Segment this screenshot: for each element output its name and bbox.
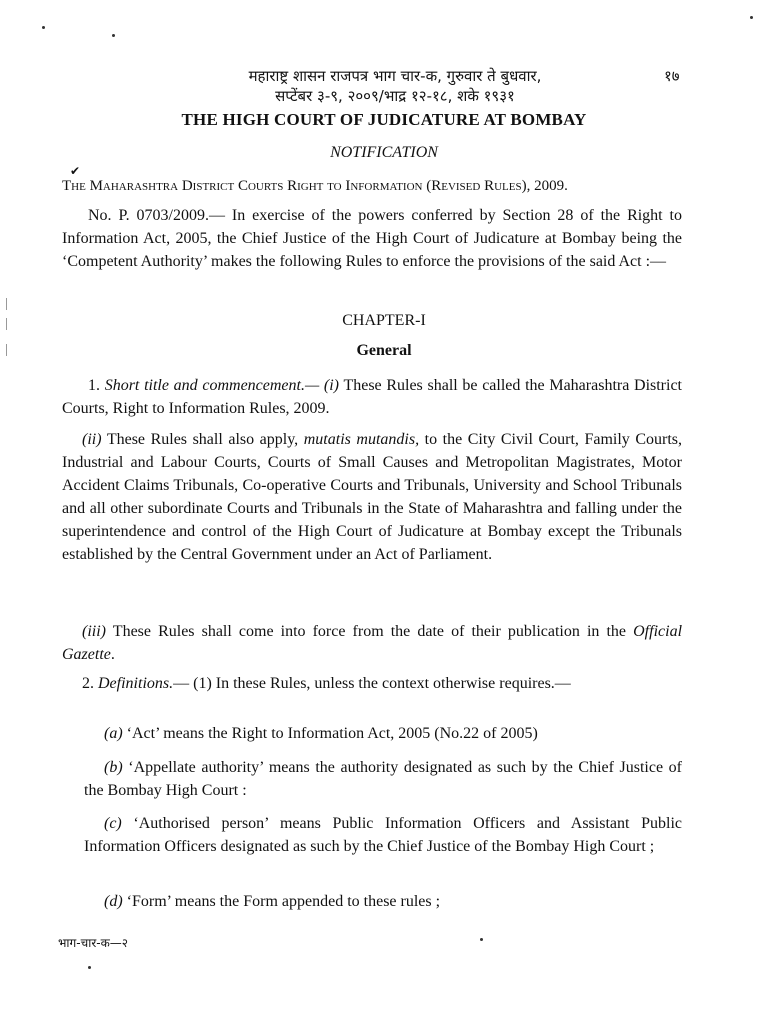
section-1-iii-text: These Rules shall come into force from the date of their publication in the (112, 623, 627, 640)
definition-text: ‘Appellate authority’ means the authority designated as such by the Chief Justice of the Bombay High Court : (84, 759, 682, 799)
scan-speck (112, 34, 115, 37)
section-1-ii-label: (ii) (82, 431, 102, 448)
section-1-ii-paragraph (62, 428, 682, 566)
scan-speck (42, 26, 45, 29)
notification-label: NOTIFICATION (330, 144, 438, 161)
section-1-ii-italic: mutatis mutandis, (303, 431, 420, 448)
definition-a (84, 722, 682, 745)
scan-speck (88, 966, 91, 969)
definition-label: (c) (104, 815, 122, 832)
scan-margin-mark (6, 318, 7, 330)
definition-label: (a) (104, 725, 123, 742)
section-2-number: 2. (82, 675, 94, 692)
section-1-iii-end: . (110, 646, 115, 663)
scan-speck (480, 938, 483, 941)
section-1-iii-label: (iii) (82, 623, 106, 640)
definition-text: ‘Form’ means the Form appended to these rules ; (126, 893, 441, 910)
definition-label: (b) (104, 759, 123, 776)
section-2-text: — (1) In these Rules, unless the context otherwise requires.— (173, 675, 571, 692)
definition-d (84, 890, 682, 913)
scan-margin-mark (6, 344, 7, 356)
pen-mark: ✔ (70, 164, 81, 178)
section-1-ii-text-b: to the City Civil Court, Family Courts, Industrial and Labour Courts, Courts of Small Causes and Metropolitan Magistrates, Motor Accident Claims Tribunals, Co-operative Courts and Tribunals, University and School Tribunals and all other subordinate Courts and Tribunals in the State of Maharashtra and falling under the superintendence and control of the High Court of Judicature at Bombay except the Tribunals established by the Central Government under an Act of Parliament. (62, 431, 682, 563)
preamble-paragraph: No. P. 0703/2009.— In exercise of the powers conferred by Section 28 of the Right to Information Act, 2005, the Chief Justice of the High Court of Judicature at Bombay being the ‘Competent Authority’ makes the following Rules to enforce the provisions of the said Act :— (62, 207, 682, 270)
section-1-text-i: These Rules shall be called the Maharashtra District Courts, Right to Information Rules, 2009. (62, 377, 683, 417)
section-2-title: Definitions. (98, 675, 174, 692)
rules-title: The Maharashtra District Courts Right to Information (Revised Rules), 2009. (62, 178, 568, 194)
page-number: १७ (664, 67, 680, 85)
section-1-number: 1. (88, 377, 100, 394)
gazette-header-line2: सप्टेंबर ३-९, २००९/भाद्र १२-१८, शके १९३१ (275, 87, 515, 105)
definition-b (84, 756, 682, 802)
definition-label: (d) (104, 893, 123, 910)
scan-margin-mark (6, 298, 7, 310)
chapter-heading: General (356, 342, 412, 359)
definition-text: ‘Authorised person’ means Public Information Officers and Assistant Public Information Officers designated as such by the Chief Justice of the Bombay High Court ; (84, 815, 682, 855)
official-gazette-text: Official Gazette (62, 623, 683, 663)
section-1-ii-text-a: These Rules shall also apply, (106, 431, 299, 448)
section-1-paragraph (62, 374, 682, 420)
chapter-label: CHAPTER-I (342, 312, 426, 329)
gazette-header-line1: महाराष्ट्र शासन राजपत्र भाग चार-क, गुरुवार ते बुधवार, (248, 67, 542, 85)
gazette-header (190, 66, 600, 106)
section-2-paragraph (62, 672, 682, 695)
court-title: THE HIGH COURT OF JUDICATURE AT BOMBAY (181, 110, 587, 129)
definition-text: ‘Act’ means the Right to Information Act, 2005 (No.22 of 2005) (126, 725, 538, 742)
footer-text: भाग-चार-क—२ (58, 936, 129, 950)
definition-c (84, 812, 682, 858)
scan-speck (750, 16, 753, 19)
section-1-title: Short title and commencement.— (i) (104, 377, 340, 394)
section-1-iii-paragraph (62, 620, 682, 666)
